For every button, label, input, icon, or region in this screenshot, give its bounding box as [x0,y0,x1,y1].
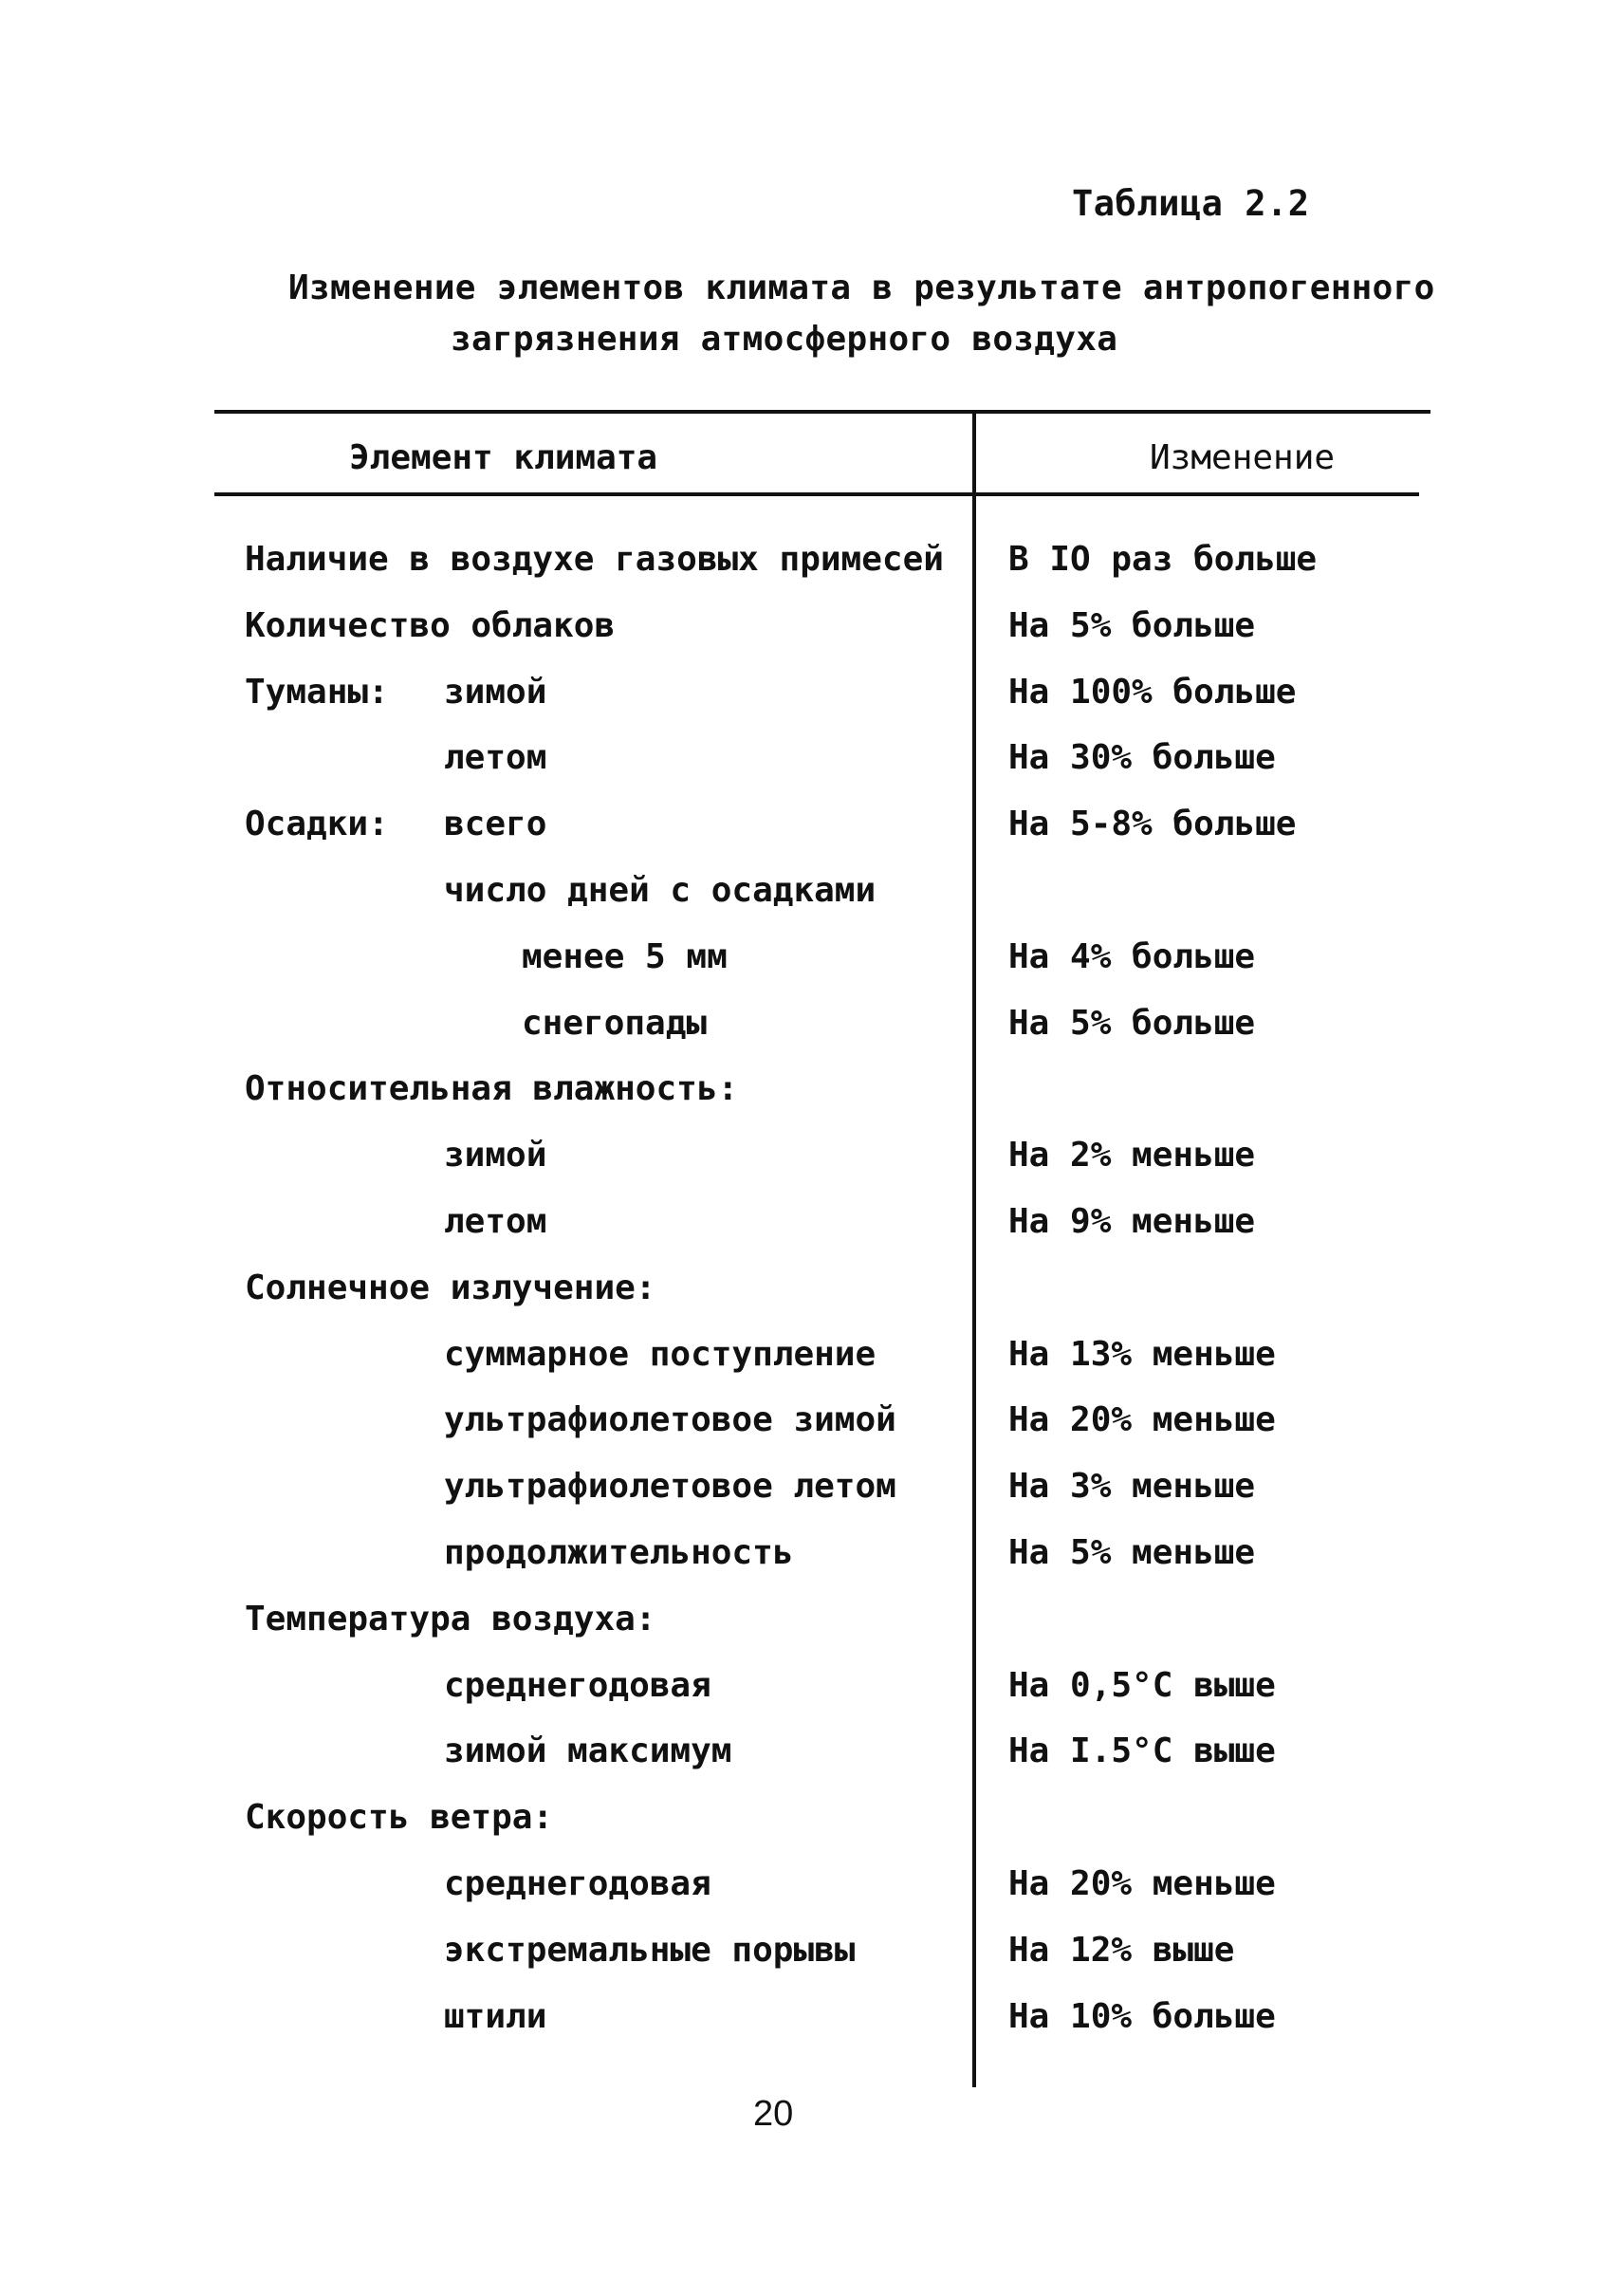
column-header-change: Изменение [1150,438,1336,477]
cell-change: На 13% меньше [1008,1334,1276,1374]
table-row [0,1268,1624,1334]
cell-change: На 0,5°C выше [1008,1665,1276,1705]
table-caption-line-1: Изменение элементов климата в результате антропогенного [288,268,1435,307]
table-row [0,870,1624,936]
table-caption-line-2: загрязнения атмосферного воздуха [451,320,1118,359]
cell-sub-element: среднегодовая [444,1665,711,1705]
table-row [0,539,1624,605]
cell-sub-element: менее 5 мм [522,936,728,976]
cell-sub-element: продолжительность [444,1533,794,1572]
cell-change: На 20% меньше [1008,1400,1276,1440]
cell-sub-element: летом [444,1202,547,1241]
cell-element: Относительная влажность: [245,1069,739,1109]
cell-change: На I.5°C выше [1008,1731,1276,1771]
cell-change: На 3% меньше [1008,1467,1256,1507]
table-row [0,672,1624,738]
table-number: Таблица 2.2 [1072,183,1310,224]
cell-sub-element: ультрафиолетовое зимой [444,1400,896,1440]
cell-change: На 10% больше [1008,1996,1276,2036]
cell-change: На 12% выше [1008,1930,1235,1970]
cell-sub-element: зимой [444,672,547,712]
table-row [0,1996,1624,2063]
cell-element: Наличие в воздухе газовых примесей [245,540,944,579]
cell-change: На 2% меньше [1008,1136,1256,1176]
cell-change: На 5% меньше [1008,1533,1256,1572]
table-row [0,1201,1624,1268]
table-row [0,1466,1624,1532]
table-row [0,1599,1624,1665]
cell-change: На 100% больше [1008,672,1297,712]
cell-change: На 5% больше [1008,1003,1256,1043]
table-row [0,605,1624,672]
column-header-element: Элемент климата [349,438,658,477]
table-row [0,1665,1624,1731]
page-number: 20 [753,2094,794,2134]
table-row [0,1135,1624,1201]
cell-sub-element: штили [444,1996,547,2036]
cell-change: В IO раз больше [1008,540,1318,579]
table-row [0,1930,1624,1996]
cell-sub-element: число дней с осадками [444,871,877,910]
table-row [0,1003,1624,1069]
cell-element: Туманы: [245,672,389,712]
table-row [0,804,1624,870]
cell-change: На 4% больше [1008,936,1256,976]
cell-change: На 5% больше [1008,605,1256,645]
cell-sub-element: летом [444,738,547,778]
cell-sub-element: зимой максимум [444,1731,732,1771]
cell-sub-element: суммарное поступление [444,1334,877,1374]
table-top-rule [214,410,1430,414]
cell-element: Температура воздуха: [245,1599,656,1639]
cell-change: На 30% больше [1008,738,1276,778]
cell-sub-element: среднегодовая [444,1864,711,1903]
table-row [0,1731,1624,1797]
cell-change: На 9% меньше [1008,1202,1256,1241]
cell-sub-element: ультрафиолетовое летом [444,1467,896,1507]
table-row [0,1863,1624,1930]
cell-element: Осадки: [245,805,389,844]
cell-element: Солнечное излучение: [245,1268,656,1307]
cell-sub-element: всего [444,805,547,844]
cell-change: На 20% меньше [1008,1864,1276,1903]
cell-change: На 5-8% больше [1008,805,1297,844]
table-header-rule [214,492,1419,496]
table-row [0,1532,1624,1599]
table-row [0,1334,1624,1400]
cell-element: Скорость ветра: [245,1798,554,1838]
cell-sub-element: зимой [444,1136,547,1176]
cell-element: Количество облаков [245,605,616,645]
cell-sub-element: экстремальные порывы [444,1930,856,1970]
table-row [0,936,1624,1003]
table-row [0,1068,1624,1135]
table-row [0,1399,1624,1466]
table-row [0,737,1624,804]
cell-sub-element: снегопады [522,1003,708,1043]
table-row [0,1797,1624,1863]
